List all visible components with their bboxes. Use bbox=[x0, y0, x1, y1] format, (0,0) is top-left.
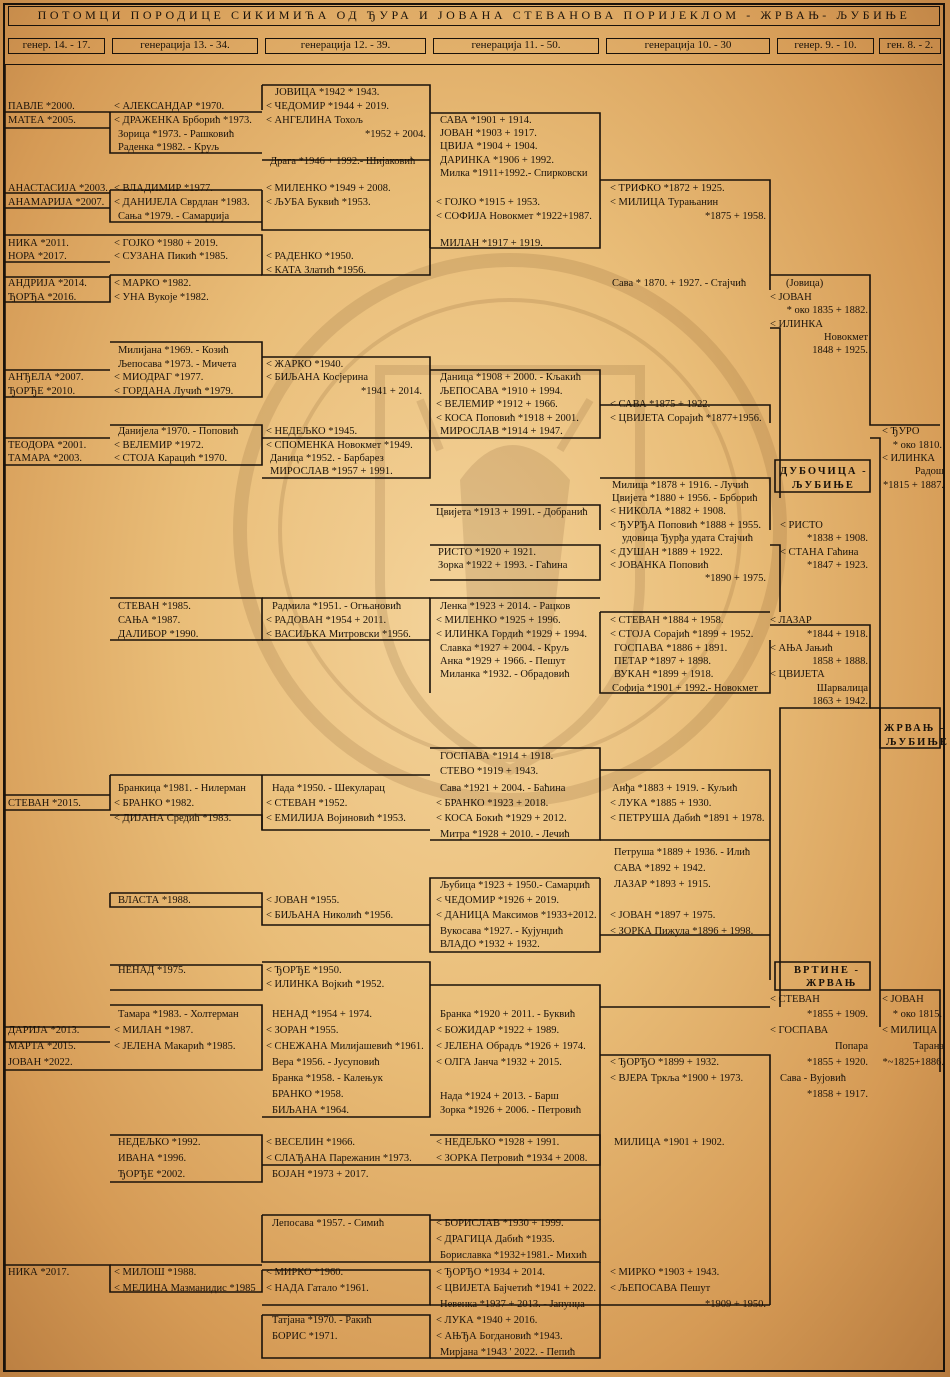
person-entry: ВУКАН *1899 + 1918. bbox=[614, 669, 714, 680]
person-entry: Миланка *1932. - Обрадовић bbox=[440, 669, 570, 680]
person-entry: < СУЗАНА Пикић *1985. bbox=[114, 251, 229, 262]
person-entry: < КАТА Златић *1956. bbox=[266, 265, 367, 276]
person-entry: < ОЛГА Јанча *1932 + 2015. bbox=[436, 1057, 562, 1068]
person-entry: 1858 + 1888. bbox=[812, 656, 868, 667]
person-entry: ВЛАСТА *1988. bbox=[118, 895, 191, 906]
person-entry: САВА *1892 + 1942. bbox=[614, 863, 706, 874]
person-entry: < НЕДЕЉКО *1928 + 1991. bbox=[436, 1137, 560, 1148]
person-entry: ЉЕПОСАВА *1910 + 1994. bbox=[440, 386, 563, 397]
person-entry: НЕНАД *1954 + 1974. bbox=[272, 1009, 372, 1020]
person-entry: < СПОМЕНКА Новокмет *1949. bbox=[266, 440, 413, 451]
person-entry: БИЉАНА *1964. bbox=[272, 1105, 350, 1116]
person-entry: < ЖАРКО *1940. bbox=[266, 359, 344, 370]
person-entry: Бранка *1920 + 2011. - Буквић bbox=[440, 1009, 576, 1020]
person-entry: < РИСТО bbox=[780, 520, 823, 531]
person-entry: ПАВЛЕ *2000. bbox=[8, 101, 75, 112]
person-entry: Зорка *1926 + 2006. - Петровић bbox=[440, 1105, 582, 1116]
person-entry: < ЂУРЂА Поповић *1888 + 1955. bbox=[610, 520, 762, 531]
person-entry: < ВЛАДИМИР *1977. bbox=[114, 183, 213, 194]
person-entry: Радмила *1951. - Огњановић bbox=[272, 601, 402, 612]
person-entry: Милијана *1969. - Козић bbox=[118, 345, 229, 356]
region-label: ЖРВАЊ - bbox=[884, 723, 946, 734]
person-entry: Сава - Вујовић bbox=[780, 1073, 846, 1084]
person-entry: Драга *1946 + 1992.- Шијаковић bbox=[270, 156, 416, 167]
region-label: ЉУБИЊЕ bbox=[886, 737, 949, 748]
person-entry: БОЈАН *1973 + 2017. bbox=[272, 1169, 369, 1180]
header-gen-12: генерација 12. - 39. bbox=[265, 38, 426, 54]
person-entry: ЈОВАН *2022. bbox=[8, 1057, 73, 1068]
page-title: ПОТОМЦИ ПОРОДИЦЕ СИКИМИЋА ОД ЂУРА И ЈОВАНА СТЕВАНОВА ПОРИЈЕКЛОМ - ЖРВАЊ- ЉУБИЊЕ bbox=[8, 6, 940, 26]
region-label: ДУБОЧИЦА - bbox=[780, 466, 868, 477]
person-entry: ПЕТАР *1897 + 1898. bbox=[614, 656, 711, 667]
person-entry: < ГОРДАНА Лучић *1979. bbox=[114, 386, 234, 397]
person-entry: Милица *1878 + 1916. - Лучић bbox=[612, 480, 749, 491]
person-entry: < АНГЕЛИНА Тохољ bbox=[266, 115, 363, 126]
person-entry: *1844 + 1918. bbox=[806, 629, 868, 640]
person-entry: < СТЕВАН *1884 + 1958. bbox=[610, 615, 724, 626]
person-entry: Сава * 1870. + 1927. - Стајчић bbox=[612, 278, 747, 289]
person-entry: *1815 + 1887. bbox=[882, 480, 944, 491]
person-entry: МАРТА *2015. bbox=[8, 1041, 76, 1052]
person-entry: Даница *1952. - Барбарез bbox=[270, 453, 384, 464]
person-entry: БОРИС *1971. bbox=[272, 1331, 338, 1342]
person-entry: Анђа *1883 + 1919. - Куљић bbox=[612, 783, 738, 794]
person-entry: < ИЛИНКА Гордић *1929 + 1994. bbox=[436, 629, 588, 640]
person-entry: ЛАЗАР *1893 + 1915. bbox=[614, 879, 711, 890]
person-entry: Раденка *1982. - Круљ bbox=[118, 142, 219, 153]
person-entry: *1941 + 2014. bbox=[360, 386, 422, 397]
person-entry: *1855 + 1909. bbox=[806, 1009, 868, 1020]
person-entry: Нада *1924 + 2013. - Барш bbox=[440, 1091, 559, 1102]
person-entry: < ИЛИНКА bbox=[882, 453, 936, 464]
person-entry: < МИЛЕНКО *1949 + 2008. bbox=[266, 183, 391, 194]
person-entry: < КОСА Бокић *1929 + 2012. bbox=[436, 813, 567, 824]
person-entry: < СТЕВАН *1952. bbox=[266, 798, 348, 809]
person-entry: ЂОРЂЕ *2002. bbox=[118, 1169, 186, 1180]
person-entry: Невенка *1937 + 2013. - Јапунџа bbox=[440, 1299, 585, 1310]
person-entry: < ВЈЕРА Тркља *1900 + 1973. bbox=[610, 1073, 744, 1084]
person-entry: < ДРАГИЦА Дабић *1935. bbox=[436, 1234, 555, 1245]
person-entry: < МЕЛИНА Мазманидис *1985 bbox=[114, 1283, 256, 1294]
person-entry: АНДРИЈА *2014. bbox=[8, 278, 87, 289]
person-entry: < ЧЕДОМИР *1926 + 2019. bbox=[436, 895, 559, 906]
person-entry: < ДАНИЈЕЛА Сврдлан *1983. bbox=[114, 197, 250, 208]
header-gen-10: генерација 10. - 30 bbox=[606, 38, 770, 54]
person-entry: САЊА *1987. bbox=[118, 615, 181, 626]
person-entry: < ЈОВАН bbox=[882, 994, 924, 1005]
person-entry: < МИЛАН *1987. bbox=[114, 1025, 194, 1036]
person-entry: *1858 + 1917. bbox=[806, 1089, 868, 1100]
person-entry: < ВЕСЕЛИН *1966. bbox=[266, 1137, 356, 1148]
header-gen-11: генерација 11. - 50. bbox=[433, 38, 599, 54]
person-entry: НОРА *2017. bbox=[8, 251, 67, 262]
person-entry: < ЛУКА *1940 + 2016. bbox=[436, 1315, 538, 1326]
person-entry: Сања *1979. - Самарџија bbox=[118, 211, 230, 222]
person-entry: Тамара *1983. - Холтерман bbox=[118, 1009, 239, 1020]
person-entry: Анка *1929 + 1966. - Пешут bbox=[440, 656, 566, 667]
person-entry: < ЗОРАН *1955. bbox=[266, 1025, 339, 1036]
person-entry: Попара bbox=[834, 1041, 868, 1052]
person-entry: Љубица *1923 + 1950.- Самарџић bbox=[440, 880, 590, 891]
person-entry: < ЦВИЈЕТА bbox=[770, 669, 825, 680]
person-entry: ЈОВИЦА *1942 * 1943. bbox=[275, 87, 380, 98]
person-entry: < АЊЂА Богдановић *1943. bbox=[436, 1331, 563, 1342]
person-entry: < ВЕЛЕМИР *1912 + 1966. bbox=[436, 399, 558, 410]
person-entry: < АЛЕКСАНДАР *1970. bbox=[114, 101, 225, 112]
person-entry: < МИЛЕНКО *1925 + 1996. bbox=[436, 615, 561, 626]
person-entry: АНАСТАСИЈА *2003. bbox=[8, 183, 108, 194]
person-entry: РИСТО *1920 + 1921. bbox=[438, 547, 536, 558]
person-entry: СТЕВАН *1985. bbox=[118, 601, 191, 612]
region-label: ЉУБИЊЕ bbox=[792, 480, 855, 491]
person-entry: СТЕВО *1919 + 1943. bbox=[440, 766, 539, 777]
person-entry: ЂОРЂЕ *2010. bbox=[8, 386, 76, 397]
person-entry: < НИКОЛА *1882 + 1908. bbox=[610, 506, 726, 517]
person-entry: < ВЕЛЕМИР *1972. bbox=[114, 440, 204, 451]
person-entry: Вера *1956. - Јусуповић bbox=[272, 1057, 380, 1068]
person-entry: (Јовица) bbox=[786, 278, 824, 289]
person-entry: ВЛАДО *1932 + 1932. bbox=[440, 939, 540, 950]
person-entry: < БРАНКО *1982. bbox=[114, 798, 195, 809]
person-entry: < ГОСПАВА bbox=[770, 1025, 829, 1036]
person-entry: < ВАСИЉКА Митровски *1956. bbox=[266, 629, 411, 640]
person-entry: НЕНАД *1975. bbox=[118, 965, 186, 976]
person-entry: Сава *1921 + 2004. - Баћина bbox=[440, 783, 566, 794]
person-entry: * око 1815. bbox=[892, 1009, 942, 1020]
person-entry: *1890 + 1975. bbox=[704, 573, 766, 584]
person-entry: АНАМАРИЈА *2007. bbox=[8, 197, 105, 208]
person-entry: *1952 + 2004. bbox=[364, 129, 426, 140]
person-entry: < ЈОВАНКА Поповић bbox=[610, 560, 709, 571]
person-entry: удовица Ђурђа удата Стајчић bbox=[622, 533, 754, 544]
person-entry: < САВА *1875 + 1922. bbox=[610, 399, 711, 410]
person-entry: < ЉЕПОСАВА Пешут bbox=[610, 1283, 711, 1294]
person-entry: * око 1810. bbox=[892, 440, 942, 451]
person-entry: < БРАНКО *1923 + 2018. bbox=[436, 798, 549, 809]
person-entry: < МИЛИЦА Турањанин bbox=[610, 197, 719, 208]
person-entry: < ЈОВАН bbox=[770, 292, 812, 303]
person-entry: Новокмет bbox=[824, 332, 868, 343]
person-entry: < ЦВИЈЕТА Бајчетић *1941 + 2022. bbox=[436, 1283, 596, 1294]
person-entry: < СОФИЈА Новокмет *1922+1987. bbox=[436, 211, 592, 222]
person-entry: < РАДЕНКО *1950. bbox=[266, 251, 354, 262]
person-entry: Нада *1950. - Шекуларац bbox=[272, 783, 385, 794]
person-entry: < МИЛИЦА bbox=[882, 1025, 938, 1036]
person-entry: < ЗОРКА Петровић *1934 + 2008. bbox=[436, 1153, 588, 1164]
person-entry: < ЉУБА Буквић *1953. bbox=[266, 197, 371, 208]
person-entry: < МАРКО *1982. bbox=[114, 278, 192, 289]
person-entry: Бориславка *1932+1981.- Михић bbox=[440, 1250, 587, 1261]
person-entry: < БОЖИДАР *1922 + 1989. bbox=[436, 1025, 560, 1036]
person-entry: МИРОСЛАВ *1914 + 1947. bbox=[440, 426, 563, 437]
person-entry: < ЦВИЈЕТА Сорајић *1877+1956. bbox=[610, 413, 762, 424]
person-entry: < УНА Вукоје *1982. bbox=[114, 292, 209, 303]
person-entry: < ДРАЖЕНКА Брборић *1973. bbox=[114, 115, 252, 126]
person-entry: АНЂЕЛА *2007. bbox=[8, 372, 84, 383]
person-entry: < СТОЈА Карацић *1970. bbox=[114, 453, 228, 464]
person-entry: ГОСПАВА *1886 + 1891. bbox=[614, 643, 728, 654]
person-entry: Вукосава *1927. - Кујунџић bbox=[440, 926, 564, 937]
person-entry: ДАРИНКА *1906 + 1992. bbox=[440, 155, 555, 166]
region-label: ВРТИНЕ - bbox=[794, 965, 861, 976]
person-entry: < ЧЕДОМИР *1944 + 2019. bbox=[266, 101, 389, 112]
person-entry: ЈОВАН *1903 + 1917. bbox=[440, 128, 537, 139]
person-entry: < ТРИФКО *1872 + 1925. bbox=[610, 183, 725, 194]
person-entry: Софија *1901 + 1992.- Новокмет bbox=[612, 683, 759, 694]
person-entry: Цвијета *1880 + 1956. - Брборић bbox=[612, 493, 758, 504]
person-entry: < ДИЈАНА Средић *1983. bbox=[114, 813, 232, 824]
person-entry: < ЛУКА *1885 + 1930. bbox=[610, 798, 712, 809]
person-entry: ТЕОДОРА *2001. bbox=[8, 440, 87, 451]
person-entry: МИЛИЦА *1901 + 1902. bbox=[614, 1137, 725, 1148]
person-entry: МАТЕА *2005. bbox=[8, 115, 76, 126]
person-entry: < ЈЕЛЕНА Обрадљ *1926 + 1974. bbox=[436, 1041, 586, 1052]
person-entry: 1863 + 1942. bbox=[812, 696, 868, 707]
person-entry: < БИЉАНА Николић *1956. bbox=[266, 910, 394, 921]
person-entry: < ГОЈКО *1980 + 2019. bbox=[114, 238, 219, 249]
person-entry: < ЂУРО bbox=[882, 426, 920, 437]
person-entry: < БОРИСЛАВ *1930 + 1999. bbox=[436, 1218, 564, 1229]
person-entry: НИКА *2011. bbox=[8, 238, 69, 249]
person-entry: Радош bbox=[914, 466, 944, 477]
person-entry: < ЈОВАН *1955. bbox=[266, 895, 340, 906]
person-entry: < ЛАЗАР bbox=[770, 615, 812, 626]
header-gen-13: генерација 13. - 34. bbox=[112, 38, 258, 54]
person-entry: < МИРКО *1960. bbox=[266, 1267, 344, 1278]
person-entry: Милка *1911+1992.- Спирковски bbox=[440, 168, 588, 179]
person-entry: Бранкица *1981. - Нилерман bbox=[118, 783, 246, 794]
person-entry: < ЈОВАН *1897 + 1975. bbox=[610, 910, 716, 921]
person-entry: Славка *1927 + 2004. - Круљ bbox=[440, 643, 569, 654]
person-entry: < МИРКО *1903 + 1943. bbox=[610, 1267, 720, 1278]
person-entry: Бранка *1958. - Калењук bbox=[272, 1073, 383, 1084]
person-entry: ДАЛИБОР *1990. bbox=[118, 629, 199, 640]
person-entry: < ДУШАН *1889 + 1922. bbox=[610, 547, 723, 558]
person-entry: Даница *1908 + 2000. - Кљакић bbox=[440, 372, 582, 383]
person-entry: < НАДА Гатало *1961. bbox=[266, 1283, 369, 1294]
person-entry: *1838 + 1908. bbox=[806, 533, 868, 544]
person-entry: < РАДОВАН *1954 + 2011. bbox=[266, 615, 387, 626]
person-entry: < ДАНИЦА Максимов *1933+2012. bbox=[436, 910, 597, 921]
person-entry: Мирјана *1943 ' 2022. - Пепић bbox=[440, 1347, 576, 1358]
person-entry: СТЕВАН *2015. bbox=[8, 798, 81, 809]
person-entry: < ЗОРКА Пижула *1896 + 1998. bbox=[610, 926, 754, 937]
person-entry: < СЛАЂАНА Парежанин *1973. bbox=[266, 1153, 412, 1164]
person-entry: ГОСПАВА *1914 + 1918. bbox=[440, 751, 554, 762]
person-entry: Митра *1928 + 2010. - Лечић bbox=[440, 829, 570, 840]
header-divider bbox=[5, 64, 942, 65]
person-entry: *1875 + 1958. bbox=[704, 211, 766, 222]
person-entry: < ГОЈКО *1915 + 1953. bbox=[436, 197, 541, 208]
person-entry: < ЕМИЛИЈА Војиновић *1953. bbox=[266, 813, 406, 824]
person-entry: 1848 + 1925. bbox=[812, 345, 868, 356]
person-entry: < ЂОРЂО *1899 + 1932. bbox=[610, 1057, 720, 1068]
header-gen-8: ген. 8. - 2. bbox=[879, 38, 941, 54]
person-entry: < СНЕЖАНА Милијашевић *1961. bbox=[266, 1041, 424, 1052]
person-entry: САВА *1901 + 1914. bbox=[440, 115, 532, 126]
person-entry: Петруша *1889 + 1936. - Илић bbox=[614, 847, 751, 858]
person-entry: Љепосава *1973. - Мичета bbox=[118, 359, 237, 370]
person-entry: Зорка *1922 + 1993. - Гаћина bbox=[438, 560, 568, 571]
person-entry: < АЊА Јањић bbox=[770, 643, 833, 654]
person-entry: < ИЛИНКА Војкић *1952. bbox=[266, 979, 385, 990]
person-entry: ЦВИЈА *1904 + 1904. bbox=[440, 141, 538, 152]
person-entry: Шарвалица bbox=[816, 683, 868, 694]
person-entry: Цвијета *1913 + 1991. - Добранић bbox=[436, 507, 588, 518]
person-entry: < ИЛИНКА bbox=[770, 319, 824, 330]
person-entry: * око 1835 + 1882. bbox=[786, 305, 868, 316]
person-entry: *~1825+1886. bbox=[882, 1057, 944, 1068]
person-entry: < КОСА Поповић *1918 + 2001. bbox=[436, 413, 579, 424]
person-entry: *1855 + 1920. bbox=[806, 1057, 868, 1068]
person-entry: БРАНКО *1958. bbox=[272, 1089, 344, 1100]
person-entry: < ЈЕЛЕНА Макарић *1985. bbox=[114, 1041, 236, 1052]
person-entry: *1847 + 1923. bbox=[806, 560, 868, 571]
header-gen-9: генер. 9. - 10. bbox=[777, 38, 874, 54]
person-entry: < СТАНА Гаћина bbox=[780, 547, 859, 558]
person-entry: НИКА *2017. bbox=[8, 1267, 70, 1278]
person-entry: НЕДЕЉКО *1992. bbox=[118, 1137, 201, 1148]
person-entry: ТАМАРА *2003. bbox=[8, 453, 82, 464]
person-entry: Татјана *1970. - Ракић bbox=[272, 1315, 372, 1326]
person-entry: < МИОДРАГ *1977. bbox=[114, 372, 204, 383]
person-entry: < ЂОРЂЕ *1950. bbox=[266, 965, 342, 976]
person-entry: Лепосава *1957. - Симић bbox=[272, 1218, 385, 1229]
person-entry: < ЂОРЂО *1934 + 2014. bbox=[436, 1267, 546, 1278]
person-entry: ИВАНА *1996. bbox=[118, 1153, 187, 1164]
person-entry: < БИЉАНА Косјерина bbox=[266, 372, 369, 383]
region-label: ЖРВАЊ bbox=[806, 978, 858, 989]
person-entry: МИРОСЛАВ *1957 + 1991. bbox=[270, 466, 393, 477]
person-entry: Данијела *1970. - Поповић bbox=[118, 426, 239, 437]
person-entry: *1909 + 1950. bbox=[704, 1299, 766, 1310]
person-entry: Ленка *1923 + 2014. - Рацков bbox=[440, 601, 571, 612]
person-entry: < МИЛОШ *1988. bbox=[114, 1267, 197, 1278]
person-entry: Зорица *1973. - Рашковић bbox=[118, 129, 235, 140]
person-entry: МИЛАН *1917 + 1919. bbox=[440, 238, 543, 249]
person-entry: ДАРИЈА *2013. bbox=[8, 1025, 80, 1036]
person-entry: < СТЕВАН bbox=[770, 994, 820, 1005]
person-entry: < НЕДЕЉКО *1945. bbox=[266, 426, 358, 437]
person-entry: < ПЕТРУША Дабић *1891 + 1978. bbox=[610, 813, 765, 824]
person-entry: ЂОРЂА *2016. bbox=[8, 292, 77, 303]
person-entry: Тарана bbox=[912, 1041, 944, 1052]
header-gen-14-17: генер. 14. - 17. bbox=[8, 38, 105, 54]
person-entry: < СТОЈА Сорајић *1899 + 1952. bbox=[610, 629, 754, 640]
